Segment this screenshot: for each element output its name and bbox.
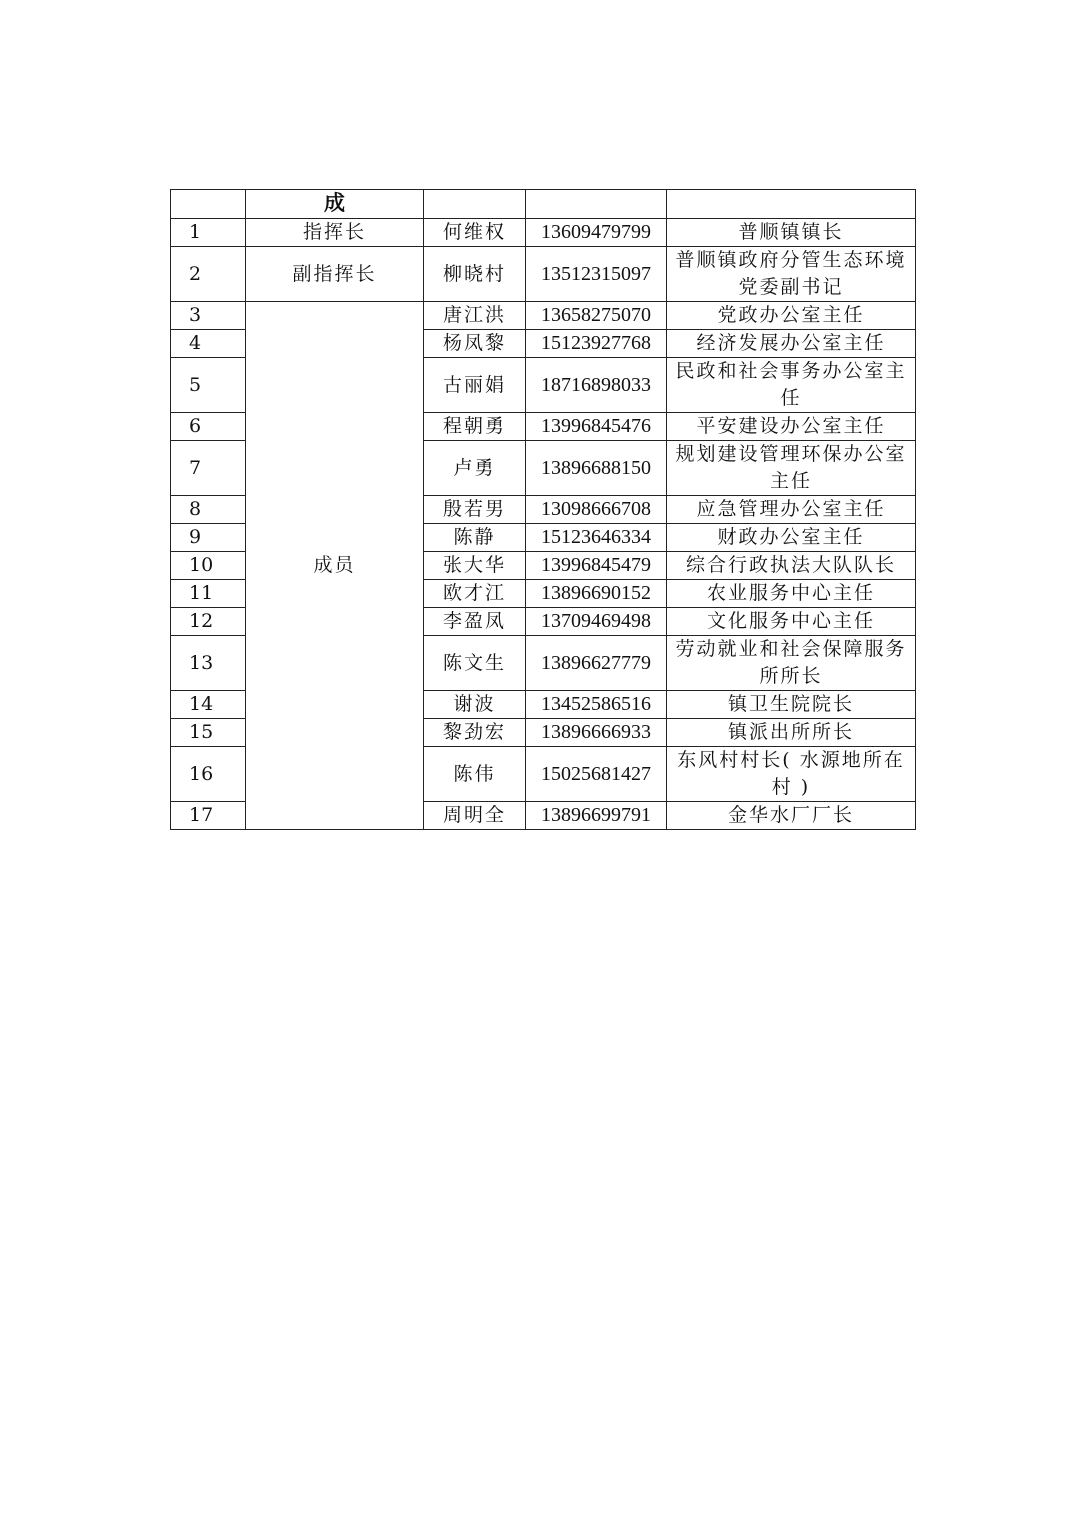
header-cell-phone — [526, 190, 667, 219]
row-duty: 民政和社会事务办公室主任 — [667, 358, 916, 413]
row-duty: 镇派出所所长 — [667, 719, 916, 747]
row-number: 15 — [171, 719, 246, 747]
row-phone: 15123646334 — [526, 524, 667, 552]
row-name: 殷若男 — [424, 496, 526, 524]
row-number: 10 — [171, 552, 246, 580]
row-duty: 规划建设管理环保办公室主任 — [667, 441, 916, 496]
header-role-text: 成 — [324, 191, 345, 215]
row-name: 黎劲宏 — [424, 719, 526, 747]
row-name: 程朝勇 — [424, 413, 526, 441]
row-name: 古丽娟 — [424, 358, 526, 413]
row-phone: 13896666933 — [526, 719, 667, 747]
row-duty: 镇卫生院院长 — [667, 691, 916, 719]
header-cell-number — [171, 190, 246, 219]
members-group-label: 成员 — [246, 302, 424, 830]
header-cell-duty — [667, 190, 916, 219]
row-number: 17 — [171, 802, 246, 830]
row-number: 16 — [171, 747, 246, 802]
row-phone: 13658275070 — [526, 302, 667, 330]
row-phone: 13512315097 — [526, 247, 667, 302]
row-name: 柳晓村 — [424, 247, 526, 302]
row-number: 6 — [171, 413, 246, 441]
command-roster-table — [170, 189, 916, 830]
row-duty: 金华水厂厂长 — [667, 802, 916, 830]
row-phone: 15123927768 — [526, 330, 667, 358]
row-number: 12 — [171, 608, 246, 636]
row-name: 唐江洪 — [424, 302, 526, 330]
row-number: 2 — [171, 247, 246, 302]
row-role: 副指挥长 — [246, 247, 424, 302]
row-name: 陈静 — [424, 524, 526, 552]
row-phone: 13896699791 — [526, 802, 667, 830]
row-phone: 13452586516 — [526, 691, 667, 719]
row-number: 9 — [171, 524, 246, 552]
row-number: 7 — [171, 441, 246, 496]
row-name: 李盈凤 — [424, 608, 526, 636]
table-header-row — [171, 190, 916, 219]
row-phone: 18716898033 — [526, 358, 667, 413]
row-name: 谢波 — [424, 691, 526, 719]
row-duty: 经济发展办公室主任 — [667, 330, 916, 358]
row-name: 张大华 — [424, 552, 526, 580]
row-duty: 普顺镇政府分管生态环境党委副书记 — [667, 247, 916, 302]
row-duty: 综合行政执法大队队长 — [667, 552, 916, 580]
row-number: 14 — [171, 691, 246, 719]
row-number: 8 — [171, 496, 246, 524]
row-duty: 应急管理办公室主任 — [667, 496, 916, 524]
row-duty: 普顺镇镇长 — [667, 219, 916, 247]
row-number: 3 — [171, 302, 246, 330]
row-number: 5 — [171, 358, 246, 413]
row-phone: 13896627779 — [526, 636, 667, 691]
row-phone: 13996845479 — [526, 552, 667, 580]
row-number: 4 — [171, 330, 246, 358]
header-cell-role — [246, 190, 424, 219]
row-duty: 平安建设办公室主任 — [667, 413, 916, 441]
row-name: 欧才江 — [424, 580, 526, 608]
row-phone: 13098666708 — [526, 496, 667, 524]
row-name: 卢勇 — [424, 441, 526, 496]
row-name: 杨凤黎 — [424, 330, 526, 358]
row-duty: 党政办公室主任 — [667, 302, 916, 330]
row-phone: 15025681427 — [526, 747, 667, 802]
row-number: 13 — [171, 636, 246, 691]
table-row — [171, 247, 916, 302]
row-name: 陈文生 — [424, 636, 526, 691]
row-duty: 东风村村长( 水源地所在村 ) — [667, 747, 916, 802]
row-duty: 财政办公室主任 — [667, 524, 916, 552]
row-phone: 13609479799 — [526, 219, 667, 247]
row-number: 11 — [171, 580, 246, 608]
row-duty: 农业服务中心主任 — [667, 580, 916, 608]
row-name: 陈伟 — [424, 747, 526, 802]
row-role: 指挥长 — [246, 219, 424, 247]
table-row — [171, 219, 916, 247]
row-phone: 13709469498 — [526, 608, 667, 636]
table-row — [171, 302, 916, 330]
row-duty: 文化服务中心主任 — [667, 608, 916, 636]
header-cell-name — [424, 190, 526, 219]
row-phone: 13996845476 — [526, 413, 667, 441]
row-phone: 13896690152 — [526, 580, 667, 608]
row-duty: 劳动就业和社会保障服务所所长 — [667, 636, 916, 691]
row-name: 何维权 — [424, 219, 526, 247]
row-phone: 13896688150 — [526, 441, 667, 496]
row-name: 周明全 — [424, 802, 526, 830]
row-number: 1 — [171, 219, 246, 247]
